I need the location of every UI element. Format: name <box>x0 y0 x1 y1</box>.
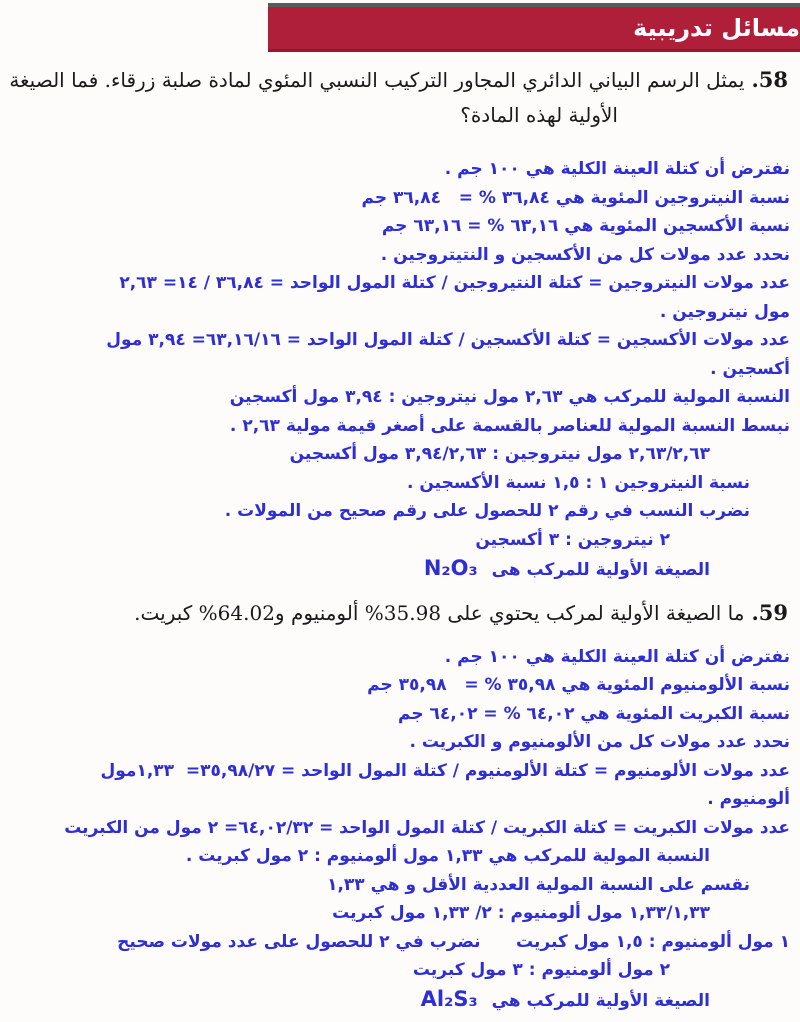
solution-line: نقسم على النسبة المولية العددية الأقل و هي ١,٣٣ <box>327 874 750 895</box>
solution-line: عدد مولات النيتروجين = كتلة النتيروجين / كتلة المول الواحد = ٣٦,٨٤ / ١٤= ٢,٦٣ <box>119 273 790 293</box>
solution-line: نفترض أن كتلة العينة الكلية هي ١٠٠ جم . <box>444 159 790 179</box>
solution-line: ٢ نيتروجين : ٣ أكسجين <box>475 529 670 550</box>
section-banner <box>268 3 800 52</box>
problem-59-number: 59. <box>751 599 788 625</box>
problem-59 <box>0 595 800 631</box>
solution-line: نسبة الكبريت المئوية هي ٦٤,٠٢ % = ٦٤,٠٢ جم <box>398 703 790 724</box>
solution-line: ٢ مول ألومنيوم : ٣ مول كبريت <box>412 960 670 980</box>
solution-line: ١,٣٣/١,٣٣ مول ألومنيوم : ٢/ ١,٣٣ مول كبريت <box>332 903 710 923</box>
page <box>0 3 800 1015</box>
solution-line: النسبة المولية للمركب هي ١,٣٣ مول ألومنيوم : ٢ مول كبريت . <box>185 846 710 866</box>
solution-line: النسبة المولية للمركب هي ٢,٦٣ مول نيتروجين : ٣,٩٤ مول أكسجين <box>229 387 790 407</box>
solution-line: عدد مولات الألومنيوم = كتلة الألومنيوم / كتلة المول الواحد = ٣٥,٩٨/٢٧= ١,٣٣مول <box>100 760 790 781</box>
solution-line: نسبة الألومنيوم المئوية هي ٣٥,٩٨ % = ٣٥,٩٨ جم <box>367 675 790 695</box>
chemical-formula: Al₂S₃ <box>420 986 478 1011</box>
solution-line: نضرب النسب في رقم ٢ للحصول على رقم صحيح من المولات . <box>224 501 750 521</box>
problem-58 <box>0 62 800 133</box>
solution-line: نحدد عدد مولات كل من الألومنيوم و الكبريت . <box>409 732 790 752</box>
formula-line <box>0 554 790 585</box>
solution-line: نحدد عدد مولات كل من الأكسجين و النتيتروجين . <box>380 244 790 265</box>
solution-59 <box>0 643 800 1016</box>
formula-label: الصيغة الأولية للمركب هى <box>491 560 710 580</box>
problem-59-text: ما الصيغة الأولية لمركب يحتوي على 35.98% ألومنيوم و64.02% كبريت. <box>134 600 745 625</box>
problem-58-line2: الأولية لهذه المادة؟ <box>460 103 618 127</box>
solution-58 <box>0 155 800 585</box>
formula-label: الصيغة الأولية للمركب هي <box>491 990 710 1011</box>
solution-line: ١ مول ألومنيوم : ١,٥ مول كبريت نضرب في ٢ للحصول على عدد مولات صحيح <box>117 931 790 952</box>
problem-58-number: 58. <box>751 67 788 92</box>
solution-line: ٢,٦٣/٢,٦٣ مول نيتروجين : ٣,٩٤/٢,٦٣ مول أكسجين <box>289 444 710 464</box>
solution-line: عدد مولات الكبريت = كتلة الكبريت / كتلة المول الواحد = ٦٤,٠٢/٣٢= ٢ مول من الكبريت <box>64 817 790 838</box>
problem-58-line1 <box>10 62 788 98</box>
banner-title: مسائل تدريبية <box>633 14 800 42</box>
solution-line: عدد مولات الأكسجين = كتلة الأكسجين / كتلة المول الواحد = ٦٣,١٦/١٦= ٣,٩٤ مول <box>106 330 790 350</box>
solution-line: نسبة النيتروجين المئوية هي ٣٦,٨٤ % = ٣٦,٨٤ جم <box>361 187 790 208</box>
problem-59-line1 <box>10 595 788 631</box>
solution-line: مول نيتروجين . <box>659 301 790 322</box>
chemical-formula: N₂O₃ <box>423 556 478 580</box>
solution-line: نبسط النسبة المولية للعناصر بالقسمة على أصغر قيمة مولية ٢,٦٣ . <box>229 415 790 436</box>
solution-line: أكسجين . <box>710 358 790 379</box>
solution-line: ألومنيوم . <box>707 789 790 809</box>
problem-58-text: يمثل الرسم البياني الدائري المجاور التركيب النسبي المئوي لمادة صلبة زرقاء. فما الصيغة <box>9 68 745 92</box>
solution-line: نسبة النيتروجين ١ : ١,٥ نسبة الأكسجين . <box>407 472 750 493</box>
solution-line: نسبة الأكسجين المئوية هي ٦٣,١٦ % = ٦٣,١٦ جم <box>381 216 790 236</box>
formula-line <box>0 985 790 1016</box>
solution-line: نفترض أن كتلة العينة الكلية هي ١٠٠ جم . <box>444 646 790 667</box>
